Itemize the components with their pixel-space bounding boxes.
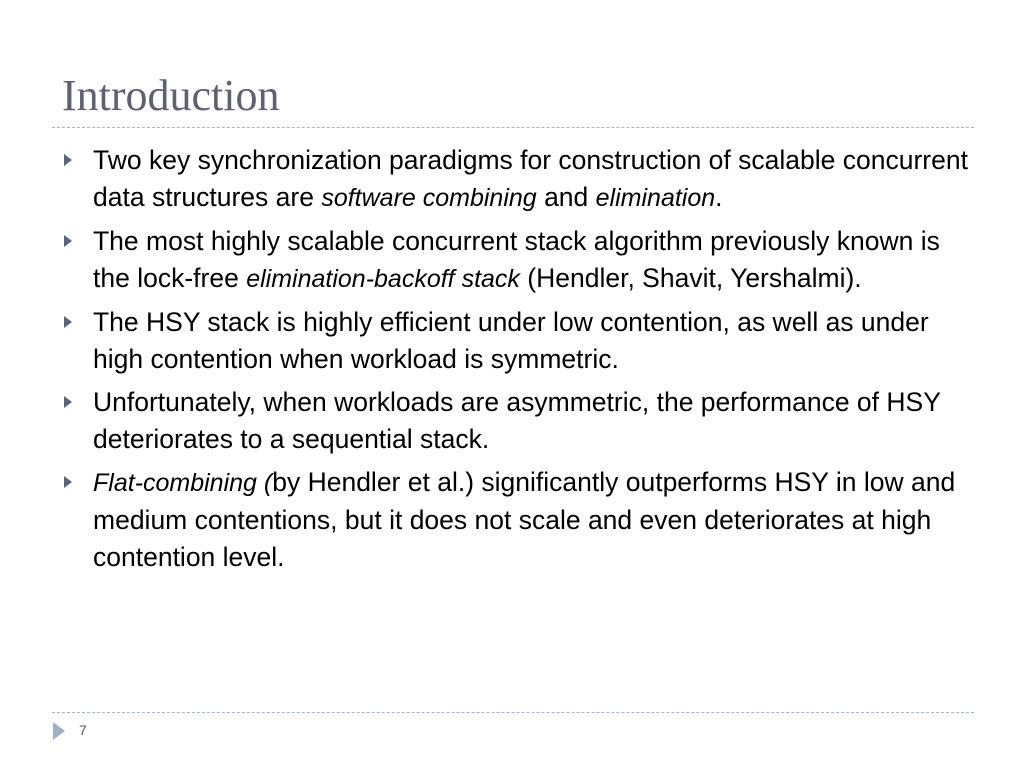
footer-divider [52,712,974,713]
bullet-text-segment: Unfortunately, when workloads are asymmetric, the performance of HSY deteriorates to a sequential stack. [93,387,941,454]
bullet-text-segment: (Hendler, Shavit, Yershalmi). [519,263,862,293]
bullet-text-italic: elimination [595,184,716,212]
bullet-item [62,142,974,217]
triangle-bullet-icon [64,396,72,408]
bullet-text [93,464,974,576]
bullet-text-segment: The most highly scalable concurrent stack algorithm previously known is the lock-free [93,226,940,293]
triangle-bullet-icon [64,316,72,328]
bullet-text-segment: and [536,182,596,212]
bullet-text [93,384,974,458]
bullet-item [62,464,974,576]
bullet-text-italic: software combining [321,184,537,212]
slide-title: Introduction [62,71,280,120]
bullet-text-segment: The HSY stack is highly efficient under low contention, as well as under high contention when workload is symmetric. [93,307,929,374]
bullet-item [62,223,974,298]
triangle-bullet-icon [64,235,72,247]
bullet-text [93,304,974,378]
triangle-bullet-icon [64,476,72,488]
bullet-text-segment: Two key synchronization paradigms for construction of scalable concurrent data structures are [93,145,968,212]
title-divider [52,127,974,128]
bullet-text-segment: . [715,182,723,212]
bullet-text [93,223,974,298]
triangle-bullet-icon [64,154,72,166]
bullet-list [62,142,974,582]
footer-arrow-icon [53,722,65,740]
page-number: 7 [79,722,87,738]
bullet-text-italic: Flat-combining ( [93,469,273,497]
bullet-text [93,142,974,217]
bullet-text-italic: elimination-backoff stack [246,265,520,293]
bullet-item [62,304,974,378]
bullet-text-segment: by Hendler et al.) significantly outperforms HSY in low and medium contentions, but it does not scale and even deteriorates at high contention level. [93,467,956,572]
bullet-item [62,384,974,458]
